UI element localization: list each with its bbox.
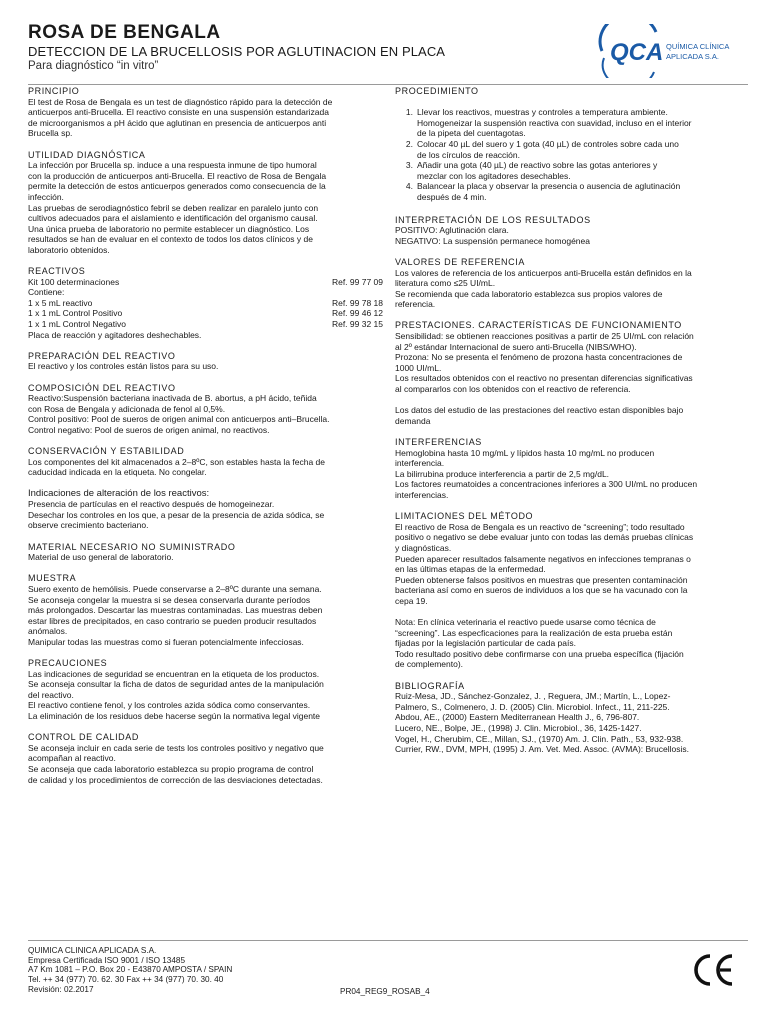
contents-label: Contiene: xyxy=(28,287,65,298)
qca-logo xyxy=(596,24,746,78)
section-prestaciones xyxy=(395,320,748,426)
paragraph-line: Suero exento de hemólisis. Puede conservarse a 2–8ºC durante una semana. xyxy=(28,583,322,594)
paragraph-line: La eliminación de los residuos debe hacerse según la normativa legal vigente xyxy=(28,711,321,722)
step-text xyxy=(417,139,748,160)
section-heading: CONTROL DE CALIDAD xyxy=(28,732,139,743)
paragraph-line: Se aconseja consultar la ficha de datos de seguridad antes de la manipulación xyxy=(28,679,324,690)
result-negative: NEGATIVO: La suspensión permanece homogénea xyxy=(395,235,590,246)
section-utilidad-diagnostica xyxy=(28,150,383,256)
procedure-step xyxy=(399,160,748,181)
paragraph-line: con Rosa de Bengala y adicionada de fenol al 0,5%. xyxy=(28,403,226,414)
section-heading: CONSERVACIÓN Y ESTABILIDAD xyxy=(28,446,185,457)
paragraph-line: El reactivo y los controles están listos para su uso. xyxy=(28,361,219,372)
paragraph-line: Se aconseja incluir en cada serie de tests los controles positivo y negativo que xyxy=(28,742,324,753)
section-interferencias xyxy=(395,437,748,501)
step-line: Homogeneizar la suspensión reactiva con suavidad, incluso en el interior xyxy=(417,117,692,128)
reagent-label: 1 x 5 mL reactivo xyxy=(28,297,93,308)
section-preparacion xyxy=(28,351,383,372)
paragraph-line: Control positivo: Pool de sueros de origen animal con anticuerpos anti–Brucella. xyxy=(28,414,330,425)
paragraph-line: El test de Rosa de Bengala es un test de diagnóstico rápido para la detección de xyxy=(28,96,333,107)
section-interpretacion xyxy=(395,215,748,247)
section-material xyxy=(28,542,383,563)
document-subtitle: DETECCION DE LA BRUCELLOSIS POR AGLUTINACION EN PLACA xyxy=(28,44,446,59)
kit-ref: Ref. 99 77 09 xyxy=(331,276,383,287)
paragraph-line: Se aconseja que cada laboratorio establezca su propio programa de control xyxy=(28,764,314,774)
paragraph-line: anticuerpos anti-Brucella. El reactivo consiste en una suspensión estandarizada xyxy=(28,107,329,118)
step-number: 1. xyxy=(405,107,413,118)
paragraph-line: referencia. xyxy=(395,299,436,310)
paragraph-line: al 2º estándar Internacional de suero anti-Brucella (NIBS/WHO). xyxy=(395,341,637,352)
step-line: Añadir una gota (40 µL) de reactivo sobre las gotas anteriores y xyxy=(417,160,658,171)
section-heading: LIMITACIONES DEL MÉTODO xyxy=(395,511,534,522)
paragraph-line: resultados se han de evaluar en el contexto de todos los datos clínicos y de xyxy=(28,234,313,245)
paragraph-line: interferencias. xyxy=(395,489,449,500)
paragraph-line: Desechar los controles en los que, a pesar de la presencia de azida sódica, se xyxy=(28,509,325,520)
paragraph-line: observe crecimiento bacteriano. xyxy=(28,520,149,531)
reference-line: Palmero, S., Colmenero, J. D. (2005) Clin. Microbiol. Infect., 11, 211-225. xyxy=(395,701,670,712)
reference-line: Vogel, H., Cherubim, CE., Millan, SJ., (1970) Am. J. Clin. Path., 53, 932-938. xyxy=(395,733,684,744)
reference-line: Currier, RW., DVM, MPH, (1995) J. Am. Vet. Med. Assoc. (AVMA): Brucellosis. xyxy=(395,744,689,755)
reagent-ref: Ref. 99 78 18 xyxy=(331,297,383,308)
paragraph-line: al compararlos con los obtenidos con el reactivo de referencia. xyxy=(395,384,631,395)
procedure-step xyxy=(399,181,748,202)
paragraph-line: infección. xyxy=(28,191,64,202)
plate-note: Placa de reacción y agitadores deshechables. xyxy=(28,329,202,340)
paragraph-line: Presencia de partículas en el reactivo después de homogeinezar. xyxy=(28,499,275,510)
section-bibliografia xyxy=(395,681,748,755)
step-line: después de 4 min. xyxy=(417,191,487,202)
paragraph-line: del reactivo. xyxy=(28,689,74,700)
paragraph-line: El reactivo contiene fenol, y los controles azida sódica como conservantes. xyxy=(28,700,311,711)
paragraph-line: de complemento). xyxy=(395,659,464,670)
section-heading: MATERIAL NECESARIO NO SUMINISTRADO xyxy=(28,541,236,552)
procedure-step xyxy=(399,139,748,160)
section-heading: INTERPRETACIÓN DE LOS RESULTADOS xyxy=(395,214,591,225)
section-composicion xyxy=(28,383,383,436)
section-precauciones xyxy=(28,658,383,722)
paragraph-line: El reactivo de Rosa de Bengala es un reactivo de “screening”; todo resultado xyxy=(395,521,685,532)
section-muestra xyxy=(28,573,383,647)
section-procedimiento xyxy=(395,86,748,203)
section-heading: INTERFERENCIAS xyxy=(395,437,482,447)
section-heading: MUESTRA xyxy=(28,573,77,584)
paragraph-line: Las indicaciones de seguridad se encuentran en la etiqueta de los productos. xyxy=(28,668,320,679)
paragraph-line: cepa 19. xyxy=(395,595,428,606)
company-footer xyxy=(28,946,232,995)
paragraph-line: demanda xyxy=(395,415,431,426)
paragraph-line: literatura como ≤25 UI/mL. xyxy=(395,278,496,289)
reagent-row xyxy=(28,298,383,309)
paragraph-line: Nota: En clínica veterinaria el reactivo puede usarse como técnica de xyxy=(395,617,656,628)
paragraph-line: 1000 UI/mL. xyxy=(395,362,442,373)
address: A7 Km 1081 – P.O. Box 20 - E43870 AMPOSTA / SPAIN xyxy=(28,965,233,975)
result-positive: POSITIVO: Aglutinación clara. xyxy=(395,225,509,236)
section-limitaciones xyxy=(395,511,748,670)
kit-label: Kit 100 determinaciones xyxy=(28,276,120,287)
document-header xyxy=(28,22,588,74)
paragraph-line: bacteriana así como en sueros de individuos a los que se ha vacunado con la xyxy=(395,585,688,596)
step-text xyxy=(417,107,748,139)
reference-line: Ruiz-Mesa, JD., Sánchez-Gonzalez, J. , Reguera, JM.; Martín, L., Lopez- xyxy=(395,691,671,702)
paragraph-line: Los resultados obtenidos con el reactivo no presentan diferencias significativas xyxy=(395,373,693,384)
paragraph-line: Una única prueba de laboratorio no permite establecer un diagnóstico. Los xyxy=(28,223,310,234)
section-heading: Indicaciones de alteración de los reactivos: xyxy=(28,487,210,499)
paragraph-line: Sensibilidad: se obtienen reacciones positivas a partir de 25 UI/mL con relación xyxy=(395,331,694,342)
section-heading: PROCEDIMIENTO xyxy=(395,86,479,96)
header-divider xyxy=(28,84,748,85)
paragraph-line: Los valores de referencia de los anticuerpos anti-Brucella están definidos en la xyxy=(395,267,692,278)
left-column xyxy=(28,86,383,796)
section-heading: COMPOSICIÓN DEL REACTIVO xyxy=(28,382,176,393)
step-line: de la pipeta del cuentagotas. xyxy=(417,128,526,139)
paragraph-line: La bilirrubina produce interferencia a partir de 2,5 mg/dL. xyxy=(395,468,610,479)
paragraph-line: fijadas por la legislación particular de cada país. xyxy=(395,638,576,649)
ce-mark-icon xyxy=(690,953,736,987)
paragraph-line: de microorganismos a pH ácido que aglutinan en presencia de anticuerpos anti xyxy=(28,117,327,128)
paragraph-line: Pueden obtenerse falsos positivos en muestras que presenten contaminación xyxy=(395,574,688,585)
paragraph-line: cultivos adecuados para el aislamiento e identificación del organismo causal. xyxy=(28,213,318,224)
paragraph-line: caducidad indicada en la etiqueta. No congelar. xyxy=(28,467,207,478)
paragraph-line: Se recomienda que cada laboratorio establezca sus propios valores de xyxy=(395,288,663,299)
paragraph-line: Los componentes del kit almacenados a 2–8ºC, son estables hasta la fecha de xyxy=(28,456,326,467)
paragraph-line: Las pruebas de serodiagnóstico febril se deben realizar en paralelo junto con xyxy=(28,202,319,213)
reference-line: Lucero, NE., Bolpe, JE., (1998) J. Clin. Microbiol., 36, 1425-1427. xyxy=(395,723,642,734)
paragraph-line: con la producción de anticuerpos anti-Brucella. El reactivo de Rosa de Bengala xyxy=(28,170,327,181)
reagent-label: 1 x 1 mL Control Positivo xyxy=(28,308,123,319)
paragraph-line: Brucella sp. xyxy=(28,128,73,139)
logo-letters: QCA xyxy=(610,39,664,66)
reference-line: Abdou, AE., (2000) Eastern Mediterranean Health J., 6, 796-807. xyxy=(395,712,640,723)
procedure-steps xyxy=(395,107,748,202)
paragraph-line: Los datos del estudio de las prestaciones del reactivo estan disponibles bajo xyxy=(395,405,684,416)
paragraph-line: de calidad y los procedimientos de corrección de las desviaciones detectadas. xyxy=(28,774,323,785)
paragraph-line: más prolongados. Descartar las muestras contaminadas. Las muestras deben xyxy=(28,605,323,616)
paragraph-line: Prozona: No se presenta el fenómeno de prozona hasta concentraciones de xyxy=(395,352,683,363)
paragraph-line: estar libres de precipitados, en caso contrario se pueden producir resultados xyxy=(28,615,317,626)
company-name: QUIMICA CLINICA APLICADA S.A. xyxy=(28,946,157,955)
step-line: Llevar los reactivos, muestras y controles a temperatura ambiente. xyxy=(417,107,668,118)
section-heading: PRESTACIONES. CARACTERÍSTICAS DE FUNCIONAMIENTO xyxy=(395,320,682,331)
step-text xyxy=(417,181,748,202)
paragraph-line xyxy=(395,395,748,406)
reagent-row xyxy=(28,319,383,330)
step-line: Balancear la placa y observar la presencia o ausencia de aglutinación xyxy=(417,181,681,192)
paragraph-line: Pueden aparecer resultados falsamente negativos en infecciones tempranas o xyxy=(395,553,691,564)
paragraph-line: Hemoglobina hasta 10 mg/mL y lípidos hasta 10 mg/mL no producen xyxy=(395,447,655,458)
logo-line-2: APLICADA S.A. xyxy=(666,52,719,61)
procedure-step xyxy=(399,107,748,139)
section-conservacion xyxy=(28,446,383,478)
section-heading: PREPARACIÓN DEL REACTIVO xyxy=(28,350,176,361)
section-principio xyxy=(28,86,383,139)
paragraph-line: Los factores reumatoides a concentraciones inferiores a 300 UI/mL no producen xyxy=(395,479,698,490)
step-number: 4. xyxy=(405,181,413,192)
section-heading: BIBLIOGRAFÍA xyxy=(395,680,465,691)
phone-fax: Tel. ++ 34 (977) 70. 62. 30 Fax ++ 34 (977) 70. 30. 40 xyxy=(28,975,224,985)
document-title: ROSA DE BENGALA xyxy=(28,22,221,43)
certification: Empresa Certificada ISO 9001 / ISO 13485 xyxy=(28,955,186,965)
paragraph-line: “screening”. Las especficaciones para la realización de esta prueba están xyxy=(395,627,673,638)
diagnostic-use-note: Para diagnóstico “in vitro” xyxy=(28,60,159,72)
reagent-row xyxy=(28,308,383,319)
section-heading: PRECAUCIONES xyxy=(28,658,108,669)
section-heading: VALORES DE REFERENCIA xyxy=(395,256,525,267)
paragraph-line: Material de uso general de laboratorio. xyxy=(28,552,174,563)
step-text xyxy=(417,160,748,181)
paragraph-line: acompañan al reactivo. xyxy=(28,753,116,764)
section-valores-referencia xyxy=(395,257,748,310)
paragraph-line: Se aconseja congelar la muestra si se desea conservarla durante períodos xyxy=(28,594,311,605)
section-heading: PRINCIPIO xyxy=(28,86,80,96)
step-line: de los círculos de reacción. xyxy=(417,149,520,160)
section-indicaciones-alteracion xyxy=(28,489,383,531)
section-heading: UTILIDAD DIAGNÓSTICA xyxy=(28,149,146,160)
paragraph-line: permite la detección de estos anticuerpos generados como consecuencia de la xyxy=(28,181,326,192)
paragraph-line: y diagnósticas. xyxy=(395,542,452,553)
step-line: mezclar con los agitadores desechables. xyxy=(417,170,571,181)
paragraph-line: Reactivo:Suspensión bacteriana inactivada de B. abortus, a pH ácido, teñida xyxy=(28,393,317,404)
step-number: 2. xyxy=(405,138,413,149)
paragraph-line: Todo resultado positivo debe confirmarse con una prueba específica (fijación xyxy=(395,648,684,659)
paragraph-line: interferencia. xyxy=(395,458,445,469)
step-line: Colocar 40 µL del suero y 1 gota (40 µL) de controles sobre cada uno xyxy=(417,138,679,149)
section-reactivos xyxy=(28,266,383,340)
document-code: PR04_REG9_ROSAB_4 xyxy=(340,987,430,996)
paragraph-line: La infección por Brucella sp. induce a una respuesta inmune de tipo humoral xyxy=(28,160,317,171)
paragraph-line: en las últimas etapas de la enfermedad. xyxy=(395,564,546,575)
paragraph-line: Control negativo: Pool de sueros de origen animal, no reactivos. xyxy=(28,425,270,435)
paragraph-line: positivo o negativo se debe evaluar junto con todas las demás pruebas clínicas xyxy=(395,532,694,543)
right-column xyxy=(395,86,748,765)
logo-line-1: QUÍMICA CLÍNICA xyxy=(666,42,730,51)
paragraph-line: laboratorio obtenidos. xyxy=(28,244,110,255)
reagent-label: 1 x 1 mL Control Negativo xyxy=(28,319,126,330)
step-number: 3. xyxy=(405,160,413,171)
paragraph-line: anómalos. xyxy=(28,626,68,637)
footer-divider xyxy=(28,940,748,941)
section-heading: REACTIVOS xyxy=(28,266,86,277)
paragraph-line: Manipular todas las muestras como si fueran potencialmente infecciosas. xyxy=(28,636,304,647)
reagent-ref: Ref. 99 46 12 xyxy=(331,308,383,319)
section-control-calidad xyxy=(28,732,383,785)
reagent-ref: Ref. 99 32 15 xyxy=(331,319,383,330)
kit-row xyxy=(28,277,383,288)
paragraph-line xyxy=(395,607,748,618)
revision: Revisión: 02.2017 xyxy=(28,984,94,994)
